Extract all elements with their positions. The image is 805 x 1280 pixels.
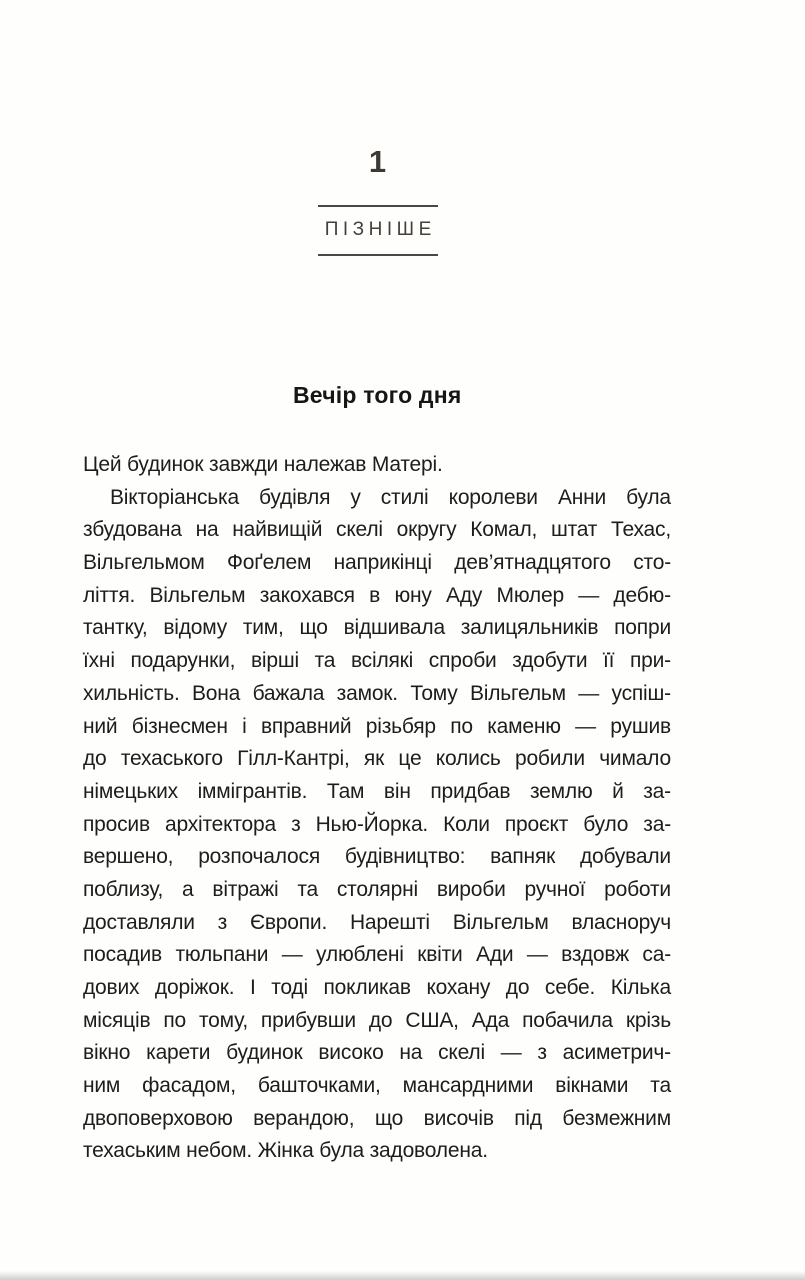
divider-rule-top: [318, 205, 438, 207]
text-line: вершено, розпочалося будівництво: вапняк добували: [83, 845, 671, 869]
body-text: [83, 449, 671, 1168]
text-line: доставляли з Європи. Нарешті Вільгельм власноруч: [83, 910, 671, 934]
text-line: тантку, відому тим, що відшивала залицяльників попри: [83, 616, 671, 640]
text-line: Вікторіанська будівля у стилі королеви Анни була: [110, 485, 671, 509]
text-line: дових доріжок. І тоді покликав кохану до себе. Кілька: [83, 976, 671, 999]
text-line: Цей будинок завжди належав Матері.: [83, 453, 443, 476]
text-line: поблизу, а вітражі та столярні вироби ручної роботи: [83, 877, 671, 901]
section-heading: Вечір того дня: [293, 382, 462, 408]
text-line: двоповерховою верандою, що височів під безмежним: [83, 1106, 671, 1130]
text-line: до техаського Гілл-Кантрі, як це колись робили чимало: [83, 747, 671, 771]
text-line: збудована на найвищій скелі округу Комал, штат Техас,: [83, 518, 671, 542]
divider-rule-bottom: [318, 254, 438, 256]
text-line: вікно карети будинок високо на скелі — з асиметрич-: [83, 1041, 671, 1065]
chapter-title: ПІЗНІШЕ: [324, 219, 436, 240]
text-line: посадив тюльпани — улюблені квіти Ади — вздовж са-: [83, 943, 671, 967]
page-bottom-shadow: [0, 1271, 805, 1280]
text-line: хильність. Вона бажала замок. Тому Вільгельм — успіш-: [83, 681, 671, 705]
text-line: техаським небом. Жінка була задоволена.: [83, 1139, 488, 1163]
text-line: місяців по тому, прибувши до США, Ада побачила крізь: [83, 1008, 671, 1032]
text-line: ний бізнесмен і вправний різьбяр по каменю — рушив: [83, 714, 671, 738]
text-line: Вільгельмом Фоґелем наприкінці дев’ятнадцятого сто-: [83, 551, 671, 575]
text-line: їхні подарунки, вірші та всілякі спроби здобути її при-: [83, 649, 671, 673]
chapter-number: 1: [368, 144, 388, 179]
text-line: німецьких іммігрантів. Там він придбав землю й за-: [83, 779, 671, 803]
text-line: просив архітектора з Нью-Йорка. Коли проєкт було за-: [83, 812, 671, 836]
chapter-header: [318, 146, 438, 256]
text-line: ліття. Вільгельм закохався в юну Аду Мюлер — дебю-: [83, 583, 671, 607]
text-line: ним фасадом, башточками, мансардними вікнами та: [83, 1074, 671, 1098]
